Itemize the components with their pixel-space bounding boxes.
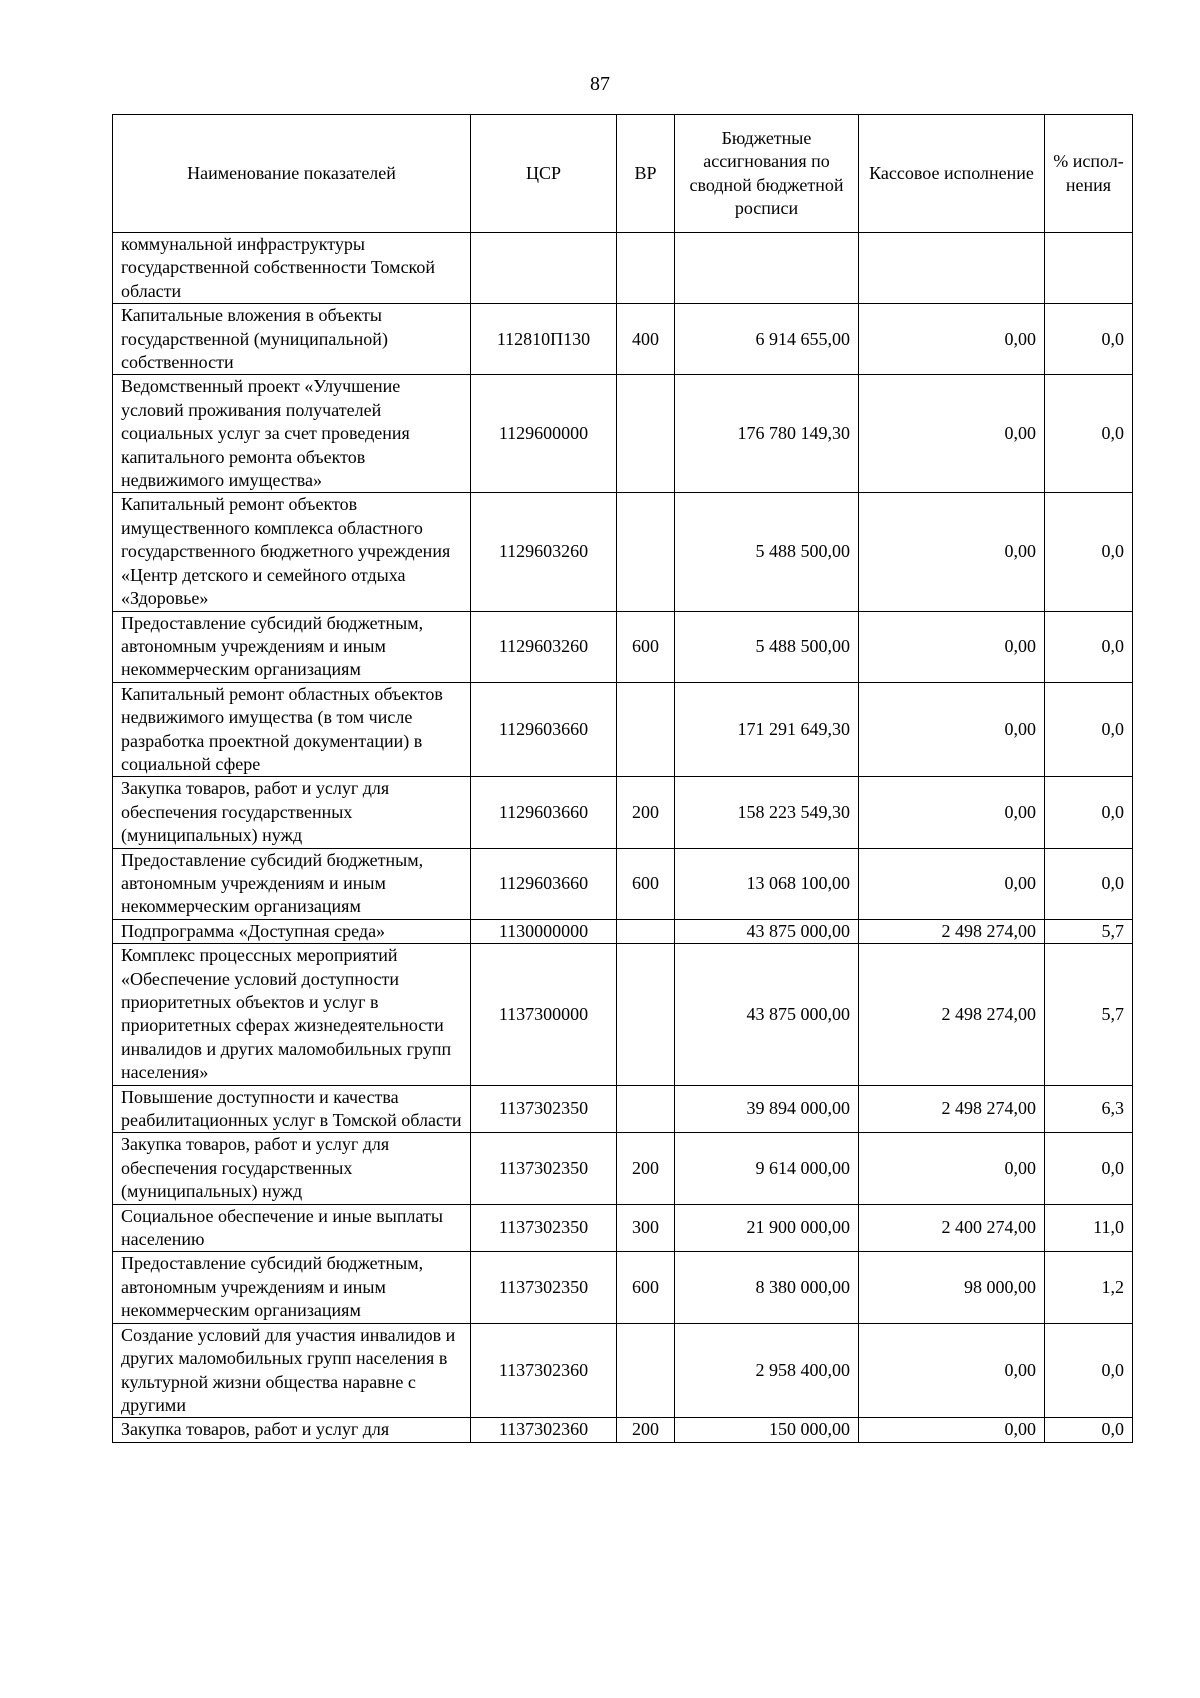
table-row <box>113 375 1133 493</box>
cell-vr: 300 <box>617 1204 675 1252</box>
cell-name: Создание условий для участия инвалидов и других маломобильных групп населения в культурной жизни общества наравне с другими <box>113 1323 471 1418</box>
cell-vr: 200 <box>617 777 675 848</box>
cell-budget: 5 488 500,00 <box>675 611 859 682</box>
cell-vr <box>617 1323 675 1418</box>
cell-budget: 13 068 100,00 <box>675 848 859 919</box>
cell-csr <box>471 233 617 304</box>
cell-vr <box>617 493 675 611</box>
table-row <box>113 1133 1133 1204</box>
cell-name: коммунальной инфраструктуры государственной собственности Томской области <box>113 233 471 304</box>
cell-name: Закупка товаров, работ и услуг для <box>113 1418 471 1442</box>
cell-csr: 1137302350 <box>471 1085 617 1133</box>
table-row <box>113 1204 1133 1252</box>
cell-cash: 0,00 <box>859 375 1045 493</box>
table-header-row <box>113 115 1133 233</box>
cell-name: Ведомственный проект «Улучшение условий проживания получателей социальных услуг за счет проведения капитального ремонта объектов недвижимого имущества» <box>113 375 471 493</box>
cell-budget: 171 291 649,30 <box>675 682 859 777</box>
cell-cash: 2 498 274,00 <box>859 919 1045 943</box>
cell-name: Закупка товаров, работ и услуг для обеспечения государственных (муниципальных) нужд <box>113 1133 471 1204</box>
cell-budget: 150 000,00 <box>675 1418 859 1442</box>
cell-vr <box>617 919 675 943</box>
cell-budget: 5 488 500,00 <box>675 493 859 611</box>
table-row <box>113 682 1133 777</box>
cell-csr: 1129603660 <box>471 777 617 848</box>
cell-budget <box>675 233 859 304</box>
cell-name: Предоставление субсидий бюджетным, автономным учреждениям и иным некоммерческим организациям <box>113 848 471 919</box>
cell-pct: 0,0 <box>1045 611 1133 682</box>
cell-name: Социальное обеспечение и иные выплаты населению <box>113 1204 471 1252</box>
cell-pct: 0,0 <box>1045 493 1133 611</box>
cell-budget: 2 958 400,00 <box>675 1323 859 1418</box>
cell-csr: 1129600000 <box>471 375 617 493</box>
table-row <box>113 848 1133 919</box>
cell-pct: 0,0 <box>1045 1323 1133 1418</box>
cell-pct <box>1045 233 1133 304</box>
cell-name: Подпрограмма «Доступная среда» <box>113 919 471 943</box>
cell-budget: 6 914 655,00 <box>675 304 859 375</box>
header-budget: Бюджетные ассигнования по сводной бюджетной росписи <box>675 115 859 233</box>
cell-name: Предоставление субсидий бюджетным, автономным учреждениям и иным некоммерческим организациям <box>113 611 471 682</box>
cell-csr: 1137300000 <box>471 944 617 1085</box>
cell-csr: 1137302350 <box>471 1204 617 1252</box>
cell-pct: 0,0 <box>1045 1133 1133 1204</box>
cell-cash: 0,00 <box>859 1418 1045 1442</box>
cell-budget: 176 780 149,30 <box>675 375 859 493</box>
cell-cash: 2 400 274,00 <box>859 1204 1045 1252</box>
cell-pct: 11,0 <box>1045 1204 1133 1252</box>
cell-budget: 39 894 000,00 <box>675 1085 859 1133</box>
cell-budget: 158 223 549,30 <box>675 777 859 848</box>
cell-cash: 98 000,00 <box>859 1252 1045 1323</box>
cell-csr: 1137302360 <box>471 1418 617 1442</box>
cell-budget: 43 875 000,00 <box>675 944 859 1085</box>
cell-pct: 5,7 <box>1045 944 1133 1085</box>
header-cash: Кассовое исполнение <box>859 115 1045 233</box>
cell-name: Капитальный ремонт областных объектов недвижимого имущества (в том числе разработка проектной документации) в социальной сфере <box>113 682 471 777</box>
cell-csr: 1129603260 <box>471 611 617 682</box>
cell-csr: 1137302350 <box>471 1133 617 1204</box>
cell-vr: 400 <box>617 304 675 375</box>
header-name: Наименование показателей <box>113 115 471 233</box>
cell-vr <box>617 682 675 777</box>
page-number: 87 <box>590 73 610 95</box>
table-row <box>113 493 1133 611</box>
table-row <box>113 777 1133 848</box>
cell-csr: 112810П130 <box>471 304 617 375</box>
cell-budget: 8 380 000,00 <box>675 1252 859 1323</box>
cell-vr: 600 <box>617 611 675 682</box>
cell-csr: 1130000000 <box>471 919 617 943</box>
cell-pct: 0,0 <box>1045 848 1133 919</box>
cell-name: Капитальный ремонт объектов имущественного комплекса областного государственного бюджетного учреждения «Центр детского и семейного отдыха «Здоровье» <box>113 493 471 611</box>
table-row <box>113 304 1133 375</box>
cell-csr: 1129603660 <box>471 682 617 777</box>
cell-pct: 5,7 <box>1045 919 1133 943</box>
table-row <box>113 611 1133 682</box>
table-row <box>113 233 1133 304</box>
table-row <box>113 1323 1133 1418</box>
table-row <box>113 1418 1133 1442</box>
cell-budget: 43 875 000,00 <box>675 919 859 943</box>
cell-budget: 9 614 000,00 <box>675 1133 859 1204</box>
cell-name: Закупка товаров, работ и услуг для обеспечения государственных (муниципальных) нужд <box>113 777 471 848</box>
budget-table <box>112 114 1133 1443</box>
cell-cash: 2 498 274,00 <box>859 1085 1045 1133</box>
cell-cash: 0,00 <box>859 493 1045 611</box>
cell-vr <box>617 944 675 1085</box>
cell-name: Повышение доступности и качества реабилитационных услуг в Томской области <box>113 1085 471 1133</box>
cell-pct: 0,0 <box>1045 304 1133 375</box>
cell-pct: 0,0 <box>1045 375 1133 493</box>
cell-cash: 0,00 <box>859 777 1045 848</box>
cell-cash: 0,00 <box>859 848 1045 919</box>
cell-cash <box>859 233 1045 304</box>
header-csr: ЦСР <box>471 115 617 233</box>
cell-pct: 0,0 <box>1045 1418 1133 1442</box>
cell-vr: 600 <box>617 848 675 919</box>
cell-vr: 200 <box>617 1418 675 1442</box>
cell-cash: 0,00 <box>859 682 1045 777</box>
table-row <box>113 919 1133 943</box>
cell-cash: 0,00 <box>859 1133 1045 1204</box>
cell-csr: 1137302360 <box>471 1323 617 1418</box>
cell-vr <box>617 1085 675 1133</box>
cell-cash: 0,00 <box>859 611 1045 682</box>
cell-pct: 1,2 <box>1045 1252 1133 1323</box>
cell-budget: 21 900 000,00 <box>675 1204 859 1252</box>
table-row <box>113 1252 1133 1323</box>
cell-csr: 1129603260 <box>471 493 617 611</box>
cell-csr: 1137302350 <box>471 1252 617 1323</box>
table-row <box>113 944 1133 1085</box>
cell-vr <box>617 233 675 304</box>
cell-cash: 0,00 <box>859 1323 1045 1418</box>
cell-pct: 6,3 <box>1045 1085 1133 1133</box>
cell-csr: 1129603660 <box>471 848 617 919</box>
cell-pct: 0,0 <box>1045 777 1133 848</box>
cell-vr <box>617 375 675 493</box>
header-vr: ВР <box>617 115 675 233</box>
cell-vr: 600 <box>617 1252 675 1323</box>
cell-cash: 2 498 274,00 <box>859 944 1045 1085</box>
cell-cash: 0,00 <box>859 304 1045 375</box>
header-pct: % испол-нения <box>1045 115 1133 233</box>
cell-vr: 200 <box>617 1133 675 1204</box>
cell-name: Предоставление субсидий бюджетным, автономным учреждениям и иным некоммерческим организациям <box>113 1252 471 1323</box>
cell-pct: 0,0 <box>1045 682 1133 777</box>
cell-name: Комплекс процессных мероприятий «Обеспечение условий доступности приоритетных объектов и услуг в приоритетных сферах жизнедеятельности инвалидов и других маломобильных групп населения» <box>113 944 471 1085</box>
table-row <box>113 1085 1133 1133</box>
cell-name: Капитальные вложения в объекты государственной (муниципальной) собственности <box>113 304 471 375</box>
